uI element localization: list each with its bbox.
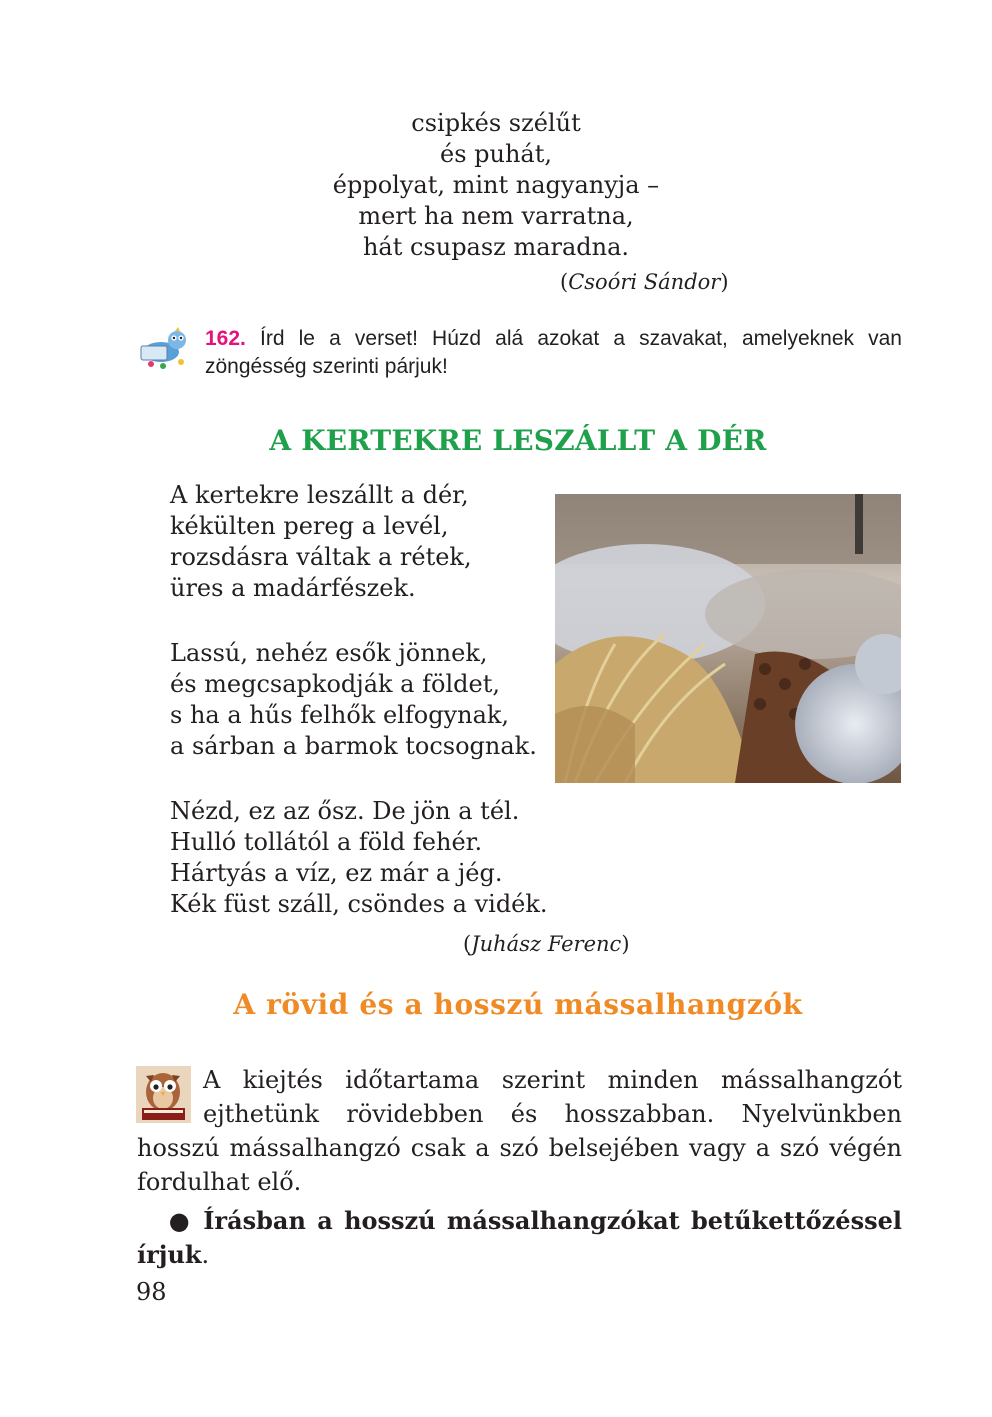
poem-line: rozsdásra váltak a rétek,	[170, 543, 472, 571]
section-title: A rövid és a hosszú mássalhangzók	[233, 988, 803, 1021]
poem-stanza	[170, 796, 548, 920]
verse-line: hát csupasz maradna.	[362, 233, 630, 261]
verse-line: éppolyat, mint nagyanyja –	[332, 171, 660, 199]
verse-author: (Csoóri Sándor)	[560, 270, 729, 294]
poem-line: Lassú, nehéz esők jönnek,	[170, 639, 488, 667]
poem-line: kékülten pereg a levél,	[170, 512, 449, 540]
poem-line: Nézd, ez az ősz. De jön a tél.	[170, 797, 520, 825]
rule-bullet: ● Írásban a hosszú mássalhangzókat betűkettőzéssel írjuk.	[137, 1206, 902, 1269]
task-162	[205, 325, 902, 381]
poem-line: A kertekre leszállt a dér,	[170, 481, 469, 509]
poem-body	[170, 480, 548, 954]
rule-bullet-bold: Írásban a hosszú mássalhangzókat betűkettőzéssel írjuk	[137, 1206, 902, 1269]
poem-line: és megcsapkodják a földet,	[170, 670, 500, 698]
verse-author-name: Csoóri Sándor	[568, 270, 721, 294]
rule-bullet-end: .	[201, 1241, 210, 1269]
verse-line: csipkés szélűt	[411, 109, 581, 137]
poem-line: s ha a hűs felhők elfogynak,	[170, 701, 510, 729]
verse-line: és puhát,	[439, 140, 552, 168]
rule-paragraph	[137, 1063, 902, 1199]
top-verse	[0, 108, 992, 263]
poem-stanza	[170, 480, 548, 604]
poem-line: a sárban a barmok tocsognak.	[170, 732, 537, 760]
task-number: 162.	[205, 327, 246, 350]
page-number: 98	[136, 1278, 167, 1306]
poem-line: Kék füst száll, csöndes a vidék.	[170, 890, 548, 918]
frost-grass-photo	[555, 494, 901, 783]
poem-stanza	[170, 638, 548, 762]
poem-title: A KERTEKRE LESZÁLLT A DÉR	[269, 424, 767, 457]
poem-line: Hártyás a víz, ez már a jég.	[170, 859, 503, 887]
icon-space	[137, 1063, 203, 1129]
task-text: Írd le a verset! Húzd alá azokat a szavakat, amelyeknek van zöngésség szerinti párjuk!	[205, 327, 902, 378]
poem-line: üres a madárfészek.	[170, 574, 416, 602]
poem-line: Hulló tollától a föld fehér.	[170, 828, 483, 856]
poem-author: (Juhász Ferenc)	[463, 932, 630, 956]
poem-author-name: Juhász Ferenc	[471, 932, 622, 956]
verse-line: mert ha nem varratna,	[358, 202, 634, 230]
rule-text: A kiejtés időtartama szerint minden mássalhangzót ejthetünk rövidebben és hosszabban. Nyelvünkben hosszú mássalhangzó csak a szó belsejében vagy a szó végén fordulhat elő.	[137, 1066, 902, 1196]
bird-writing-icon	[137, 326, 193, 370]
